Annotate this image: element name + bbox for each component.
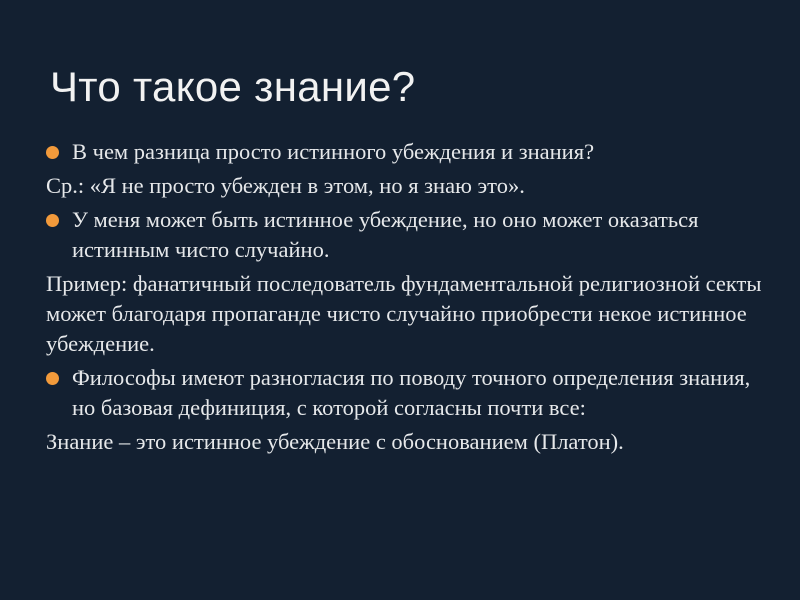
plain-text: Ср.: «Я не просто убежден в этом, но я знаю это». [46, 173, 525, 198]
slide-title: Что такое знание? [50, 63, 416, 110]
orange-bullet-icon [46, 146, 59, 159]
slide-content [46, 137, 776, 457]
plain-item [46, 171, 776, 201]
bullet-item [46, 137, 776, 167]
bullet-item [46, 363, 776, 423]
bullet-item [46, 205, 776, 265]
plain-text: Пример: фанатичный последователь фундаментальной религиозной секты может благодаря пропаганде чисто случайно приобрести некое истинное убеждение. [46, 271, 762, 356]
plain-item [46, 427, 776, 457]
plain-text: Знание – это истинное убеждение с обоснованием (Платон). [46, 429, 624, 454]
bullet-text: Философы имеют разногласия по поводу точного определения знания, но базовая дефиниция, с которой согласны почти все: [72, 365, 751, 420]
plain-item [46, 269, 776, 359]
bullet-text: У меня может быть истинное убеждение, но оно может оказаться истинным чисто случайно. [72, 207, 699, 262]
orange-bullet-icon [46, 214, 59, 227]
orange-bullet-icon [46, 372, 59, 385]
bullet-text: В чем разница просто истинного убеждения и знания? [72, 139, 595, 164]
